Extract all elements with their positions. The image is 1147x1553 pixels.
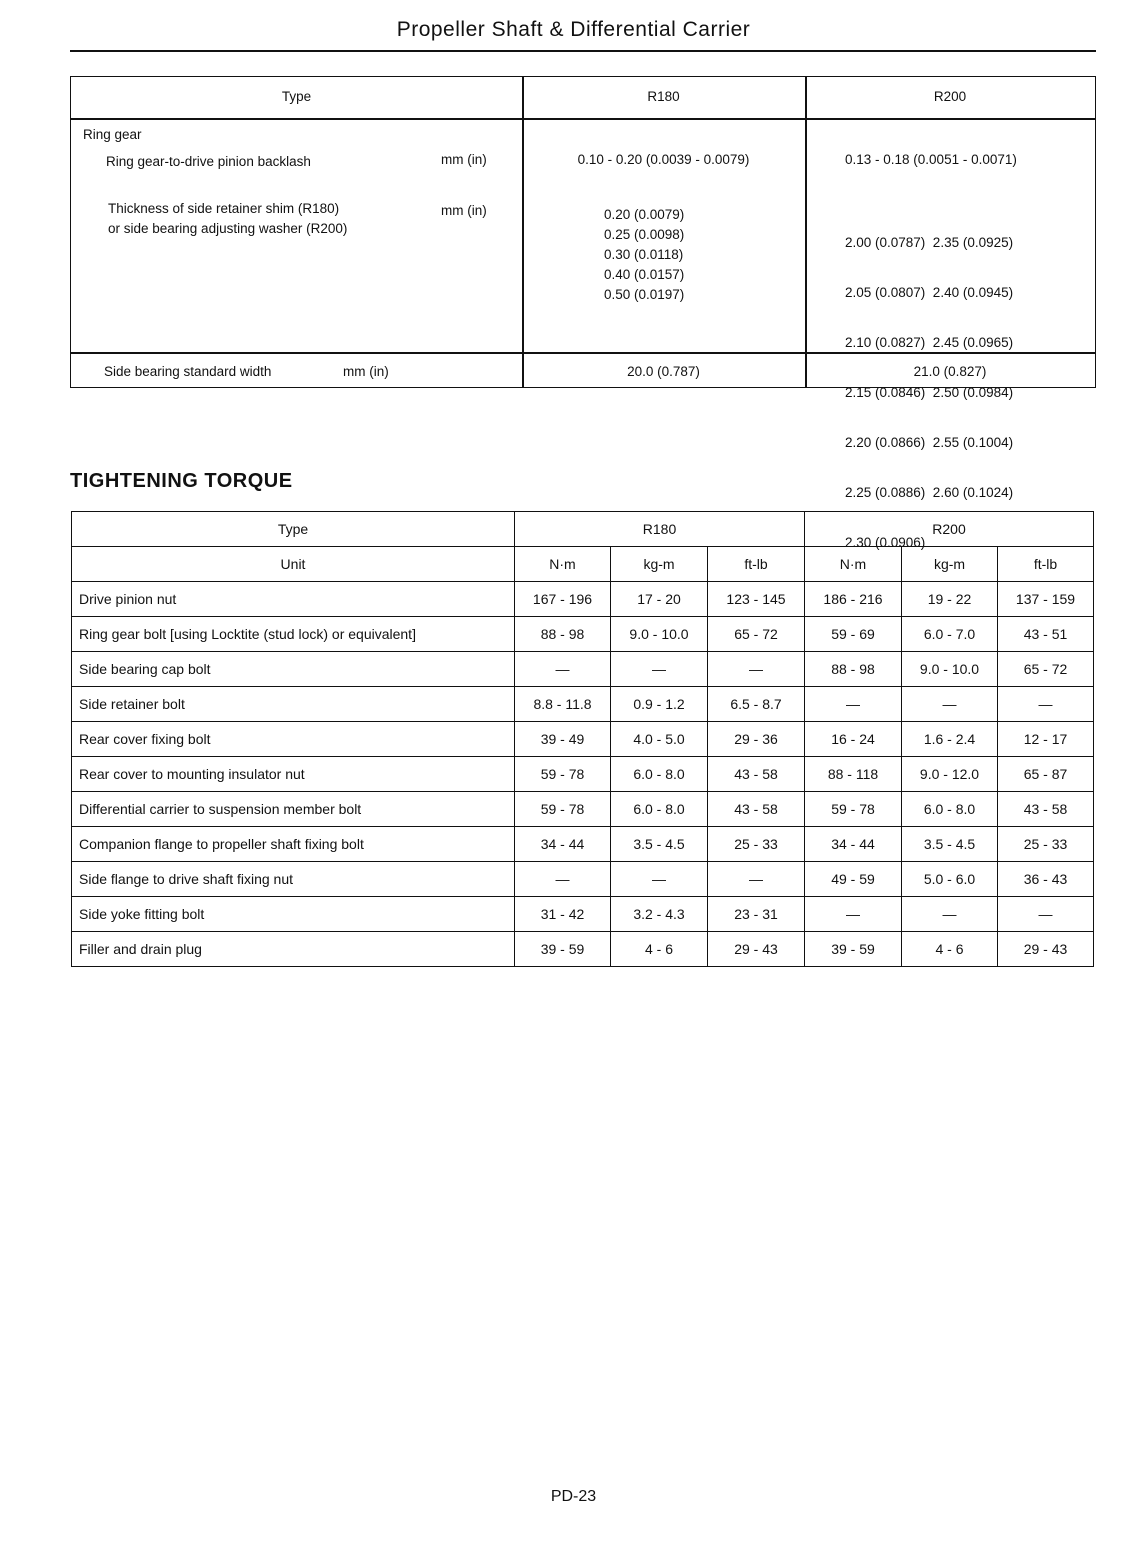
torque-item-label: Side yoke fitting bolt — [72, 897, 515, 932]
page-number: PD-23 — [550, 1488, 597, 1505]
torque-value-cell: 167 - 196 — [515, 582, 611, 617]
torque-header-row — [72, 512, 1094, 547]
torque-value-cell: 43 - 58 — [708, 757, 805, 792]
torque-value-cell: 123 - 145 — [708, 582, 805, 617]
torque-value-cell: 8.8 - 11.8 — [515, 687, 611, 722]
page-header-title: Propeller Shaft & Differential Carrier — [396, 18, 751, 41]
torque-value-cell: 16 - 24 — [805, 722, 902, 757]
torque-value-cell: 25 - 33 — [708, 827, 805, 862]
torque-col-r200: R200 — [805, 512, 1094, 547]
shim-r200-value: 2.10 (0.0827) 2.45 (0.0965) — [845, 335, 1014, 350]
shim-r180-value: 0.20 (0.0079) — [604, 207, 685, 222]
shim-r200-value: 2.15 (0.0846) 2.50 (0.0984) — [845, 385, 1014, 400]
torque-value-cell: — — [998, 687, 1094, 722]
torque-value-cell: — — [708, 652, 805, 687]
shim-r180-value: 0.30 (0.0118) — [604, 247, 684, 262]
torque-value-cell: 43 - 51 — [998, 617, 1094, 652]
table-row — [72, 827, 1094, 862]
torque-value-cell: 39 - 59 — [515, 932, 611, 967]
torque-value-cell: 17 - 20 — [611, 582, 708, 617]
width-r200: 21.0 (0.827) — [913, 364, 987, 379]
backlash-r200: 0.13 - 0.18 (0.0051 - 0.0071) — [845, 152, 1017, 167]
torque-item-label: Companion flange to propeller shaft fixing bolt — [72, 827, 515, 862]
torque-value-cell: 4.0 - 5.0 — [611, 722, 708, 757]
torque-item-label: Differential carrier to suspension member bolt — [72, 792, 515, 827]
table-row — [72, 897, 1094, 932]
torque-value-cell: — — [902, 687, 998, 722]
torque-value-cell: 49 - 59 — [805, 862, 902, 897]
torque-value-cell: 6.0 - 8.0 — [611, 792, 708, 827]
torque-value-cell: 6.0 - 8.0 — [902, 792, 998, 827]
torque-value-cell: 5.0 - 6.0 — [902, 862, 998, 897]
torque-value-cell: — — [611, 862, 708, 897]
torque-value-cell: 88 - 118 — [805, 757, 902, 792]
torque-value-cell: 19 - 22 — [902, 582, 998, 617]
backlash-label: Ring gear-to-drive pinion backlash — [106, 154, 311, 169]
unit-cell: ft-lb — [998, 547, 1094, 582]
backlash-r180: 0.10 - 0.20 (0.0039 - 0.0079) — [577, 152, 750, 167]
unit-cell: ft-lb — [708, 547, 805, 582]
torque-value-cell: 1.6 - 2.4 — [902, 722, 998, 757]
torque-value-cell: 9.0 - 10.0 — [902, 652, 998, 687]
torque-value-cell: 59 - 69 — [805, 617, 902, 652]
shim-r200-value: 2.00 (0.0787) 2.35 (0.0925) — [845, 235, 1014, 250]
torque-value-cell: 59 - 78 — [515, 792, 611, 827]
table-row — [72, 932, 1094, 967]
table-row — [72, 792, 1094, 827]
torque-value-cell: 6.0 - 8.0 — [611, 757, 708, 792]
torque-value-cell: 4 - 6 — [902, 932, 998, 967]
shim-r180-value: 0.40 (0.0157) — [604, 267, 685, 282]
torque-item-label: Rear cover to mounting insulator nut — [72, 757, 515, 792]
spec-col-type: Type — [281, 89, 312, 104]
table-row — [72, 652, 1094, 687]
torque-item-label: Side bearing cap bolt — [72, 652, 515, 687]
header-rule — [70, 50, 1096, 52]
width-label: Side bearing standard width — [104, 364, 272, 379]
torque-col-r180: R180 — [515, 512, 805, 547]
torque-value-cell: 36 - 43 — [998, 862, 1094, 897]
torque-value-cell: 12 - 17 — [998, 722, 1094, 757]
torque-item-label: Side retainer bolt — [72, 687, 515, 722]
torque-value-cell: 9.0 - 12.0 — [902, 757, 998, 792]
spec-divider-2 — [805, 77, 807, 387]
torque-value-cell: 3.2 - 4.3 — [611, 897, 708, 932]
torque-value-cell: 39 - 49 — [515, 722, 611, 757]
spec-divider-1 — [522, 77, 524, 387]
torque-value-cell: 43 - 58 — [998, 792, 1094, 827]
torque-value-cell: 29 - 43 — [708, 932, 805, 967]
torque-item-label: Rear cover fixing bolt — [72, 722, 515, 757]
torque-item-label: Side flange to drive shaft fixing nut — [72, 862, 515, 897]
torque-value-cell: 25 - 33 — [998, 827, 1094, 862]
torque-value-cell: 34 - 44 — [805, 827, 902, 862]
torque-type-label: Type — [72, 512, 515, 547]
torque-value-cell: 0.9 - 1.2 — [611, 687, 708, 722]
shim-r200-value: 2.05 (0.0807) 2.40 (0.0945) — [845, 285, 1014, 300]
section-title: TIGHTENING TORQUE — [70, 470, 293, 492]
shim-r180-value: 0.50 (0.0197) — [604, 287, 685, 302]
spec-col-r180: R180 — [647, 89, 680, 104]
shim-unit: mm (in) — [441, 203, 487, 218]
torque-value-cell: 137 - 159 — [998, 582, 1094, 617]
shim-r200-value: 2.20 (0.0866) 2.55 (0.1004) — [845, 435, 1014, 450]
torque-value-cell: 88 - 98 — [805, 652, 902, 687]
torque-value-cell: 88 - 98 — [515, 617, 611, 652]
torque-unit-row — [72, 547, 1094, 582]
table-row — [72, 582, 1094, 617]
table-row — [72, 687, 1094, 722]
spec-group-label: Ring gear — [83, 127, 142, 142]
width-r180: 20.0 (0.787) — [627, 364, 700, 379]
spec-header-rule — [71, 118, 1095, 120]
torque-value-cell: 4 - 6 — [611, 932, 708, 967]
width-unit: mm (in) — [343, 364, 389, 379]
torque-item-label: Filler and drain plug — [72, 932, 515, 967]
torque-value-cell: — — [805, 897, 902, 932]
torque-value-cell: 59 - 78 — [805, 792, 902, 827]
unit-cell: kg-m — [611, 547, 708, 582]
torque-value-cell: 65 - 87 — [998, 757, 1094, 792]
torque-value-cell: — — [902, 897, 998, 932]
torque-value-cell: — — [708, 862, 805, 897]
torque-unit-label: Unit — [72, 547, 515, 582]
unit-cell: N·m — [515, 547, 611, 582]
unit-cell: N·m — [805, 547, 902, 582]
torque-value-cell: 31 - 42 — [515, 897, 611, 932]
table-row — [72, 617, 1094, 652]
shim-r200-value: 2.30 (0.0906) — [845, 535, 926, 550]
unit-cell: kg-m — [902, 547, 998, 582]
torque-value-cell: 39 - 59 — [805, 932, 902, 967]
torque-value-cell: — — [805, 687, 902, 722]
torque-value-cell: 59 - 78 — [515, 757, 611, 792]
torque-value-cell: 65 - 72 — [998, 652, 1094, 687]
torque-value-cell: 43 - 58 — [708, 792, 805, 827]
shim-r180-list — [604, 205, 684, 305]
torque-value-cell: 3.5 - 4.5 — [611, 827, 708, 862]
torque-value-cell: 29 - 43 — [998, 932, 1094, 967]
torque-value-cell: 3.5 - 4.5 — [902, 827, 998, 862]
shim-label-line2: or side bearing adjusting washer (R200) — [108, 221, 348, 236]
spec-col-r200: R200 — [933, 89, 967, 104]
torque-value-cell: — — [515, 652, 611, 687]
torque-value-cell: — — [611, 652, 708, 687]
torque-value-cell: 6.5 - 8.7 — [708, 687, 805, 722]
table-row — [72, 722, 1094, 757]
backlash-unit: mm (in) — [441, 152, 487, 167]
table-row — [72, 862, 1094, 897]
torque-value-cell: — — [515, 862, 611, 897]
shim-r200-value: 2.25 (0.0886) 2.60 (0.1024) — [845, 485, 1014, 500]
table-row — [72, 757, 1094, 792]
torque-item-label: Ring gear bolt [using Locktite (stud lock) or equivalent] — [72, 617, 515, 652]
shim-label-line1: Thickness of side retainer shim (R180) — [108, 201, 340, 216]
torque-value-cell: — — [998, 897, 1094, 932]
torque-value-cell: 186 - 216 — [805, 582, 902, 617]
torque-value-cell: 65 - 72 — [708, 617, 805, 652]
torque-value-cell: 6.0 - 7.0 — [902, 617, 998, 652]
torque-value-cell: 9.0 - 10.0 — [611, 617, 708, 652]
torque-value-cell: 29 - 36 — [708, 722, 805, 757]
shim-r180-value: 0.25 (0.0098) — [604, 227, 685, 242]
torque-value-cell: 23 - 31 — [708, 897, 805, 932]
torque-item-label: Drive pinion nut — [72, 582, 515, 617]
torque-table — [71, 511, 1094, 967]
torque-value-cell: 34 - 44 — [515, 827, 611, 862]
